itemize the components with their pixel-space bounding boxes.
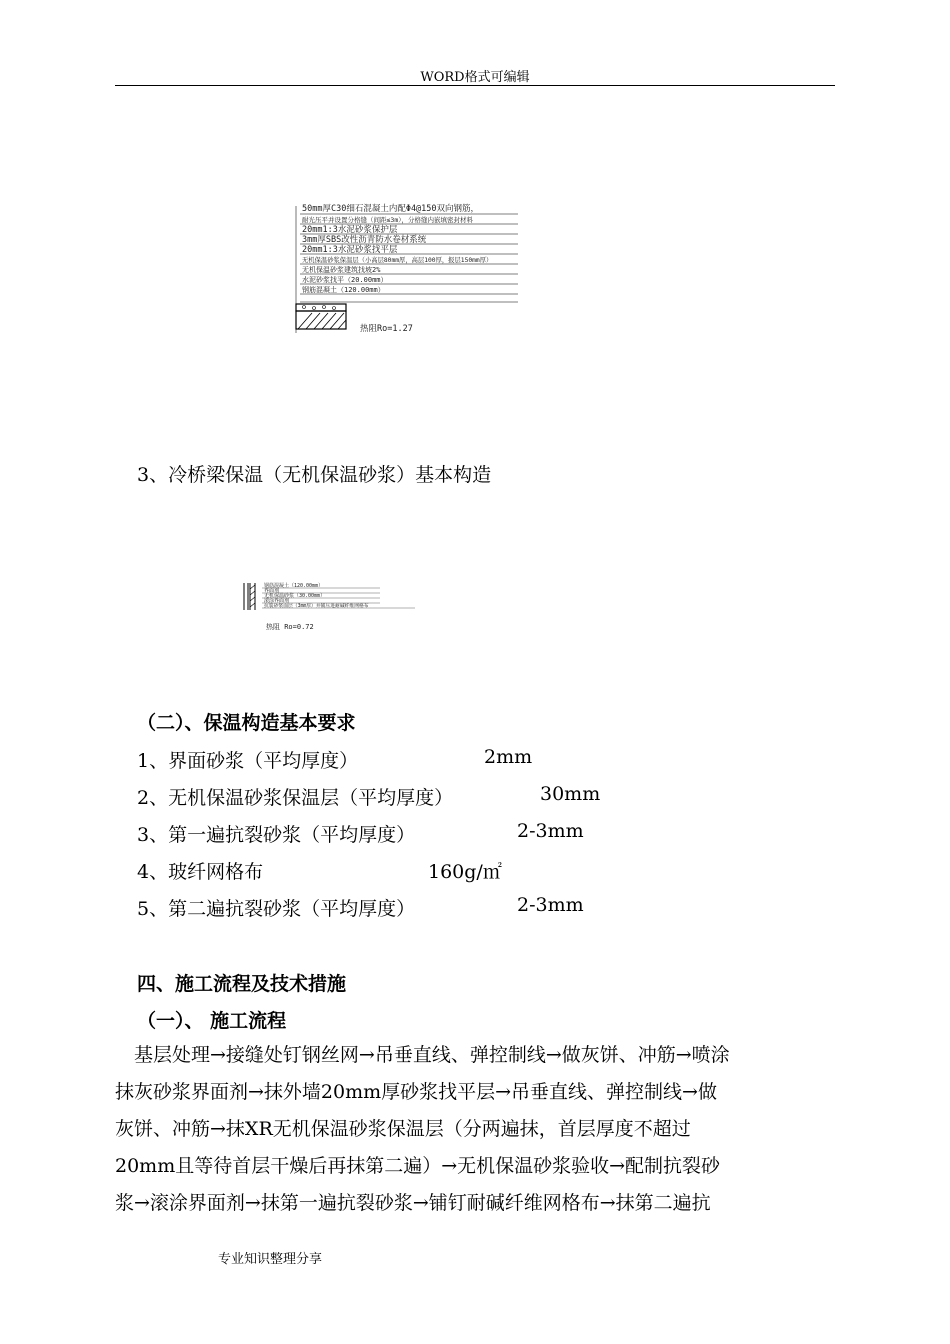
fig2-layer-1: 钢筋混凝土（120.00mm） — [264, 583, 324, 589]
fig1-layer-3: 20mm1:3水泥砂浆保护层 — [302, 225, 398, 235]
requirement-2-label: 2、无机保温砂浆保温层（平均厚度） — [137, 787, 454, 809]
requirement-4-value: 160g/㎡ — [428, 861, 502, 883]
fig2-resistance: 热阻 Ro=0.72 — [266, 623, 314, 631]
process-line-5: 浆→滚涂界面剂→抹第一遍抗裂砂浆→铺钉耐碱纤维网格布→抹第二遍抗 — [115, 1192, 711, 1214]
requirement-3-label: 3、第一遍抗裂砂浆（平均厚度） — [137, 824, 416, 846]
fig1-layer-6: 无机保温砂浆保温层（小高层80mm厚，高层100厚，报层150mm厚） — [302, 257, 493, 264]
roof-construction-figure — [290, 198, 590, 343]
requirement-1-value: 2mm — [484, 746, 533, 768]
cold-bridge-figure — [240, 580, 440, 635]
fig1-layer-9: 钢筋混凝土（120.00mm） — [302, 286, 385, 294]
requirement-5-value: 2-3mm — [517, 894, 584, 916]
process-paragraph — [115, 1037, 840, 1222]
fig2-layer-5: 抗裂砂浆面层（3mm厚）并铺压进耐碱纤维网格布 — [264, 604, 369, 609]
process-line-3: 灰饼、冲筋→抹XR无机保温砂浆保温层（分两遍抹，首层厚度不超过 — [115, 1118, 691, 1140]
requirement-1-label: 1、界面砂浆（平均厚度） — [137, 750, 359, 772]
fig2-layer-4: 滚涂界面剂 — [264, 598, 290, 604]
fig1-layer-2: 耐光压平并设置分格缝（间距≤3m），分格缝内嵌填密封材料 — [302, 216, 473, 224]
process-line-4: 20mm且等待首层干燥后再抹第二遍）→无机保温砂浆验收→配制抗裂砂 — [115, 1155, 721, 1177]
fig2-layer-2: 界面剂 — [264, 588, 280, 594]
header-rule — [115, 85, 835, 86]
requirement-2-value: 30mm — [540, 783, 601, 805]
page-header: WORD格式可编辑 — [420, 70, 530, 85]
fig1-layer-1: 50mm厚C30细石混凝土内配Φ4@150双向钢筋， — [302, 204, 480, 214]
page-footer: 专业知识整理分享 — [218, 1252, 323, 1267]
section4-subtitle: （一）、 施工流程 — [137, 1010, 287, 1032]
section4-title: 四、施工流程及技术措施 — [137, 973, 347, 995]
fig2-layer-3: 无机保温砂浆（30.00mm） — [264, 593, 326, 599]
fig1-layer-5: 20mm1:3水泥砂浆找平层 — [302, 245, 398, 255]
section3-title: 3、冷桥梁保温（无机保温砂浆）基本构造 — [137, 464, 492, 486]
process-line-2: 抹灰砂浆界面剂→抹外墙20mm厚砂浆找平层→吊垂直线、弹控制线→做 — [115, 1081, 717, 1103]
fig1-layer-8: 水泥砂浆找平（20.00mm） — [302, 276, 388, 284]
fig1-layer-7: 无机保温砂浆建筑找坡2% — [302, 266, 381, 274]
fig1-resistance: 热阻Ro=1.27 — [360, 324, 413, 334]
process-line-1: 基层处理→接缝处钉钢丝网→吊垂直线、弹控制线→做灰饼、冲筋→喷涂 — [115, 1044, 730, 1066]
requirements-title: （二）、保温构造基本要求 — [137, 712, 356, 734]
fig1-layer-4: 3mm厚SBS改性沥青防水卷材系统 — [302, 235, 427, 245]
requirement-4-label: 4、玻纤网格布 — [137, 861, 264, 883]
requirement-3-value: 2-3mm — [517, 820, 584, 842]
requirement-5-label: 5、第二遍抗裂砂浆（平均厚度） — [137, 898, 416, 920]
